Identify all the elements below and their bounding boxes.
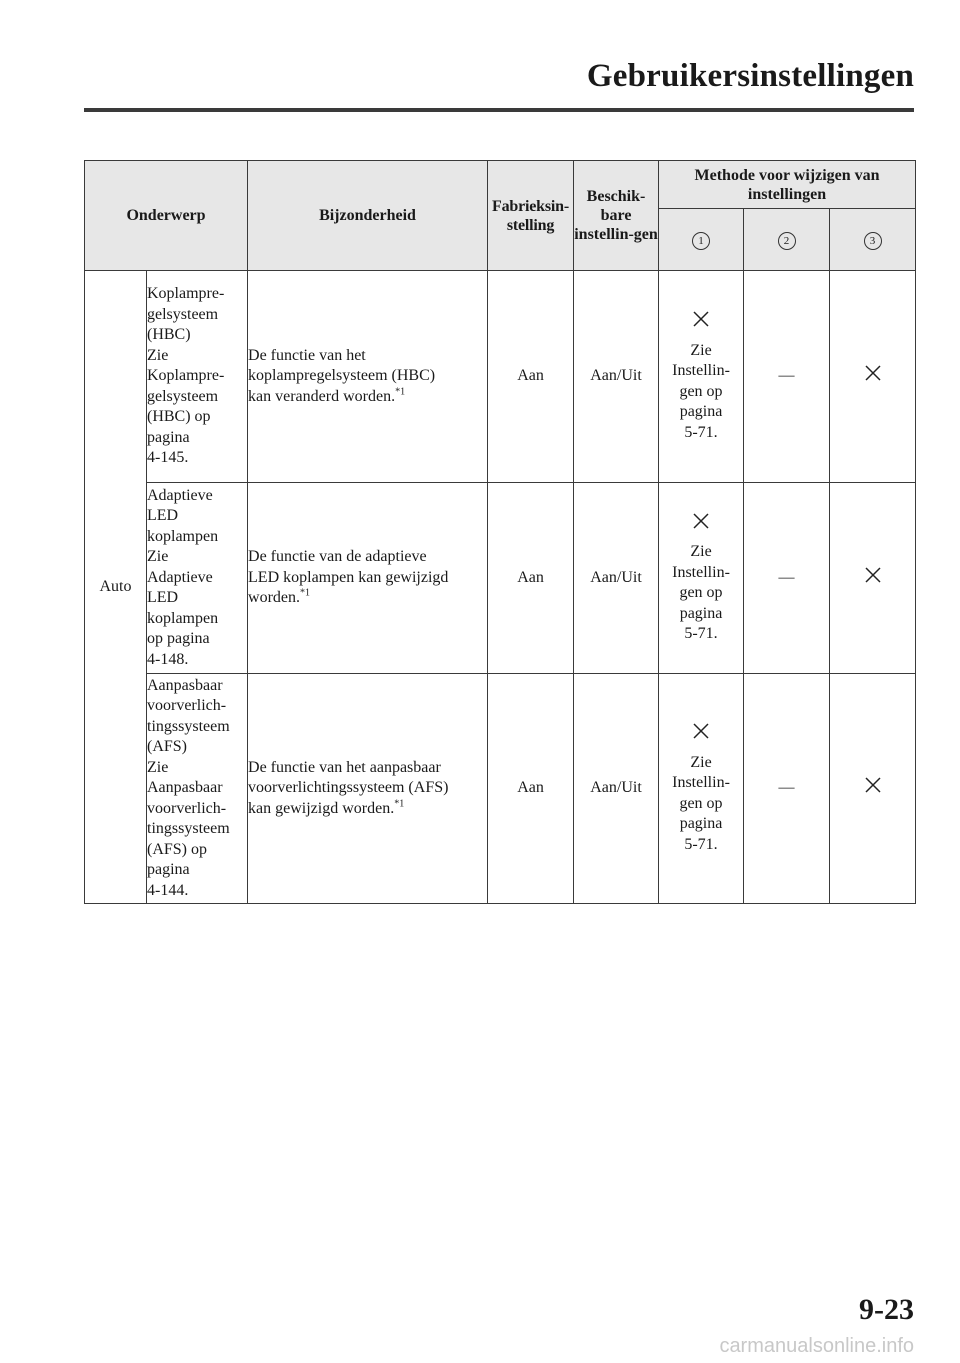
footnote-marker: *1: [395, 386, 406, 398]
method-1-reference: Zie Instellin- gen op pagina 5-71.: [672, 753, 730, 853]
table-row: [85, 674, 916, 904]
subject-cell: Auto: [85, 271, 147, 904]
description-text: De functie van de adaptieve LED koplampen kan gewijzigd worden.: [248, 548, 449, 607]
method-3-cell: [830, 483, 916, 674]
x-icon: [692, 722, 710, 740]
setting-description: [248, 483, 488, 674]
method-3-cell: [830, 271, 916, 483]
header-method-1: [659, 209, 744, 271]
method-1-cell: [659, 483, 744, 674]
setting-description: [248, 674, 488, 904]
page-number: 9-23: [859, 1293, 914, 1326]
setting-name: Adaptieve LED koplampen Zie Adaptieve LED koplampen op pagina 4-148.: [147, 483, 248, 674]
header-available: [574, 161, 659, 271]
description-text: De functie van het koplampregelsysteem (HBC) kan veranderd worden.: [248, 346, 436, 405]
circled-number-3: 3: [864, 232, 882, 250]
x-icon: [864, 364, 882, 382]
footnote-marker: *1: [394, 798, 405, 810]
header-method-2: [744, 209, 830, 271]
available-settings: Aan/Uit: [574, 674, 659, 904]
factory-setting: Aan: [488, 483, 574, 674]
method-2-cell: —: [744, 674, 830, 904]
method-3-cell: [830, 674, 916, 904]
x-icon: [692, 512, 710, 530]
available-settings: Aan/Uit: [574, 483, 659, 674]
settings-table: [84, 160, 916, 904]
header-method-label: Methode voor wijzigen van instellingen: [694, 166, 880, 203]
setting-name: Koplampre- gelsysteem (HBC) Zie Koplampre- gelsysteem (HBC) op pagina 4-145.: [147, 271, 248, 483]
header-factory-setting-label: Fabrieksin-stelling: [492, 197, 569, 234]
description-text: De functie van het aanpasbaar voorverlichtingssysteem (AFS) kan gewijzigd worden.: [248, 758, 449, 817]
x-icon: [864, 566, 882, 584]
table-row: [85, 483, 916, 674]
header-subject: Onderwerp: [85, 161, 248, 271]
method-2-cell: —: [744, 271, 830, 483]
header-available-label: Beschik-bare instellin-gen: [574, 188, 658, 243]
method-1-reference: Zie Instellin- gen op pagina 5-71.: [672, 341, 730, 441]
table-row: [85, 271, 916, 483]
footnote-marker: *1: [300, 587, 310, 599]
header-detail: Bijzonderheid: [248, 161, 488, 271]
factory-setting: Aan: [488, 674, 574, 904]
factory-setting: Aan: [488, 271, 574, 483]
circled-number-1: 1: [692, 232, 710, 250]
header-method-3: [830, 209, 916, 271]
setting-name: Aanpasbaar voorverlich- tingssysteem (AFS) Zie Aanpasbaar voorverlich- tingssysteem (AFS) op pagina 4-144.: [147, 674, 248, 904]
method-1-cell: [659, 674, 744, 904]
method-1-reference: Zie Instellin- gen op pagina 5-71.: [672, 543, 730, 642]
method-1-cell: [659, 271, 744, 483]
watermark: carmanualsonline.info: [719, 1335, 914, 1357]
setting-description: [248, 271, 488, 483]
header-factory-setting: [488, 161, 574, 271]
x-icon: [692, 310, 710, 328]
x-icon: [864, 776, 882, 794]
header-method: [659, 161, 916, 209]
circled-number-2: 2: [778, 232, 796, 250]
available-settings: Aan/Uit: [574, 271, 659, 483]
title-divider: [84, 108, 914, 112]
method-2-cell: —: [744, 483, 830, 674]
page-title: Gebruikersinstellingen: [586, 58, 914, 94]
